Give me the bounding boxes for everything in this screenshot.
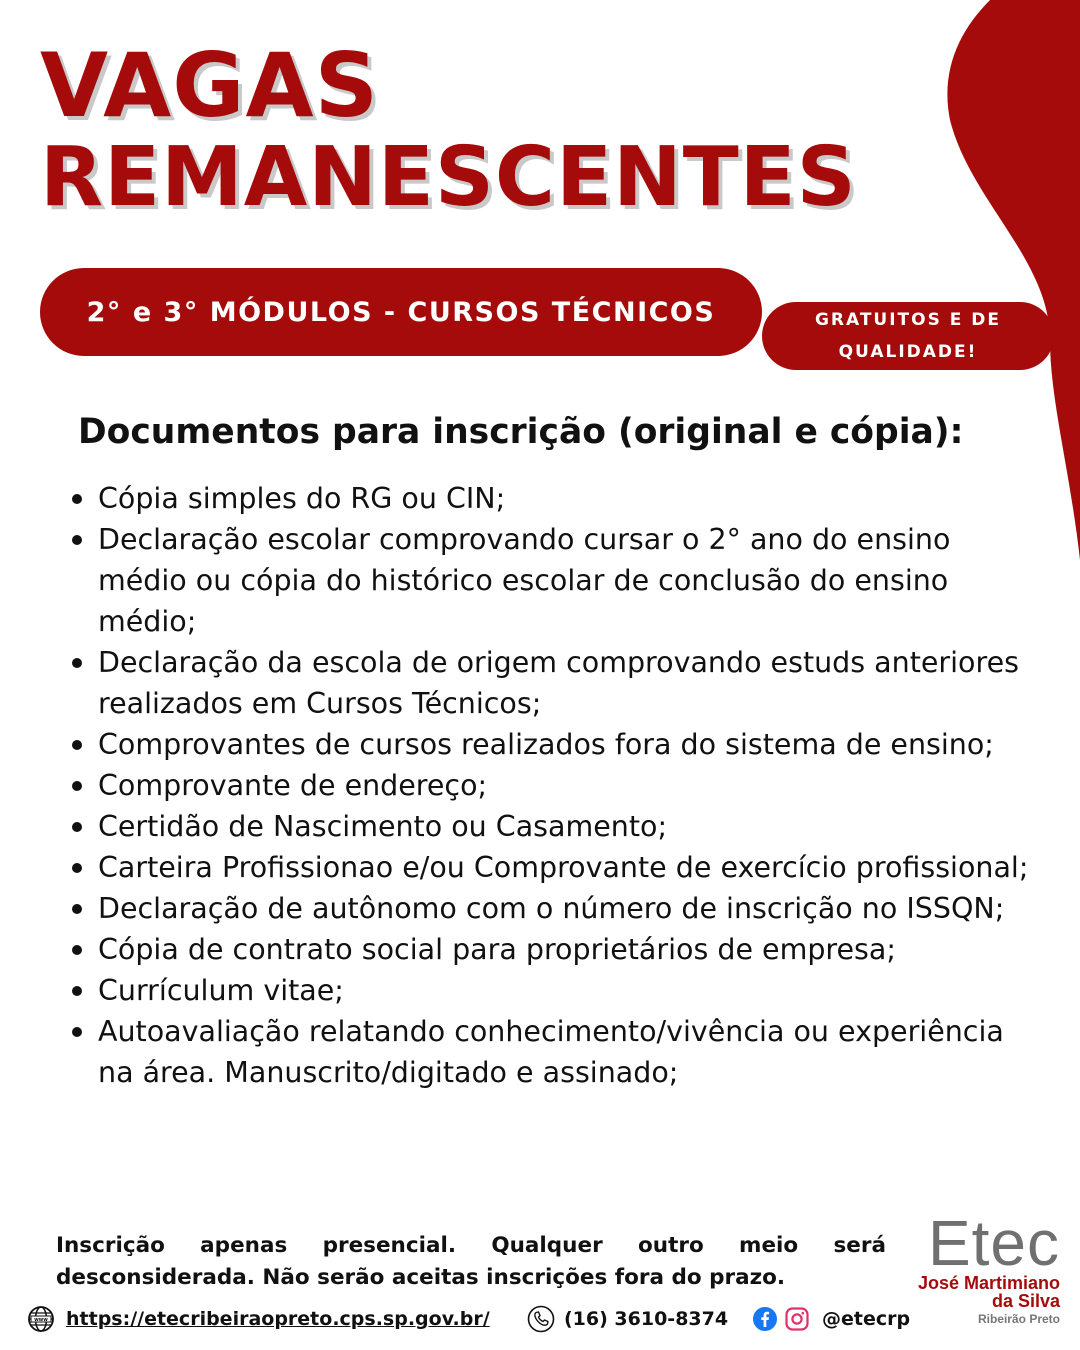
document-item: Carteira Profissionao e/ou Comprovante de exercício profissional; [72, 847, 1032, 888]
free-quality-badge: GRATUITOS E DE QUALIDADE! [762, 302, 1054, 370]
logo-word: Etec [927, 1207, 1060, 1279]
footer [0, 1302, 1080, 1336]
title-line-2: REMANESCENTES [40, 130, 857, 225]
globe-icon [26, 1304, 56, 1334]
instagram-icon[interactable] [784, 1306, 810, 1332]
svg-text:www: www [34, 1317, 48, 1323]
social-handle: @etecrp [822, 1308, 911, 1330]
document-item: Certidão de Nascimento ou Casamento; [72, 806, 1032, 847]
document-item: Cópia de contrato social para proprietários de empresa; [72, 929, 1032, 970]
phone-contact [526, 1302, 728, 1336]
document-item: Comprovante de endereço; [72, 765, 1032, 806]
page-title [40, 34, 857, 225]
logo-name-line-1: José Martimiano [917, 1273, 1060, 1293]
logo-name-line-2: da Silva [991, 1291, 1060, 1311]
document-item: Declaração de autônomo com o número de inscrição no ISSQN; [72, 888, 1032, 929]
document-item: Cópia simples do RG ou CIN; [72, 478, 1032, 519]
phone-number: (16) 3610-8374 [564, 1308, 729, 1330]
document-item: Declaração escolar comprovando cursar o 2° ano do ensino médio ou cópia do histórico escolar de conclusão do ensino médio; [72, 519, 1032, 642]
documents-heading: Documentos para inscrição (original e cópia): [78, 412, 964, 452]
documents-list [72, 478, 1032, 1093]
document-item: Comprovantes de cursos realizados fora do sistema de ensino; [72, 724, 1032, 765]
logo-city: Ribeirão Preto [977, 1312, 1060, 1326]
modules-banner: 2° e 3° MÓDULOS - CURSOS TÉCNICOS [40, 268, 762, 356]
decorative-swoosh [900, 0, 1080, 560]
document-item: Currículum vitae; [72, 970, 1032, 1011]
title-line-1: VAGAS [40, 34, 379, 137]
document-item: Declaração da escola de origem comprovando estuds anteriores realizados em Cursos Técnicos; [72, 642, 1032, 724]
website-contact [26, 1302, 490, 1336]
registration-notice: Inscrição apenas presencial. Qualquer outro meio será desconsiderada. Não serão aceitas inscrições fora do prazo. [56, 1233, 886, 1290]
facebook-icon[interactable] [752, 1306, 778, 1332]
document-item: Autoavaliação relatando conhecimento/vivência ou experiência na área. Manuscrito/digitado e assinado; [72, 1011, 1032, 1093]
website-link[interactable]: https://etecribeiraopreto.cps.sp.gov.br/ [66, 1308, 490, 1330]
phone-icon [526, 1304, 556, 1334]
social-contact [752, 1302, 910, 1336]
